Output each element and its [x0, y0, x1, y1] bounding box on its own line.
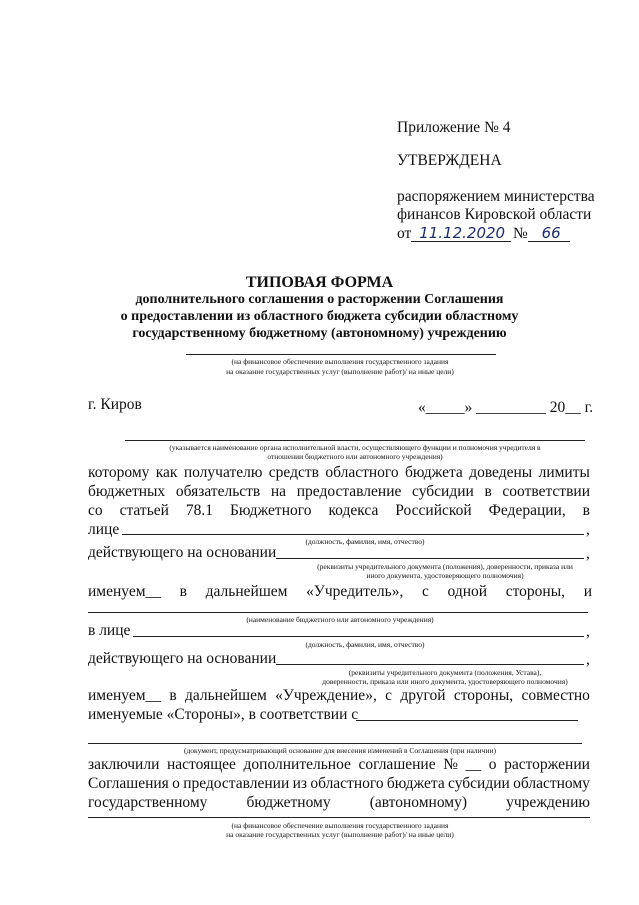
form-subtitle-3: государственному бюджетному (автономному) учреждению	[132, 326, 507, 341]
word: в	[179, 583, 187, 600]
word: стороны,	[453, 687, 514, 704]
word: учреждению	[506, 794, 590, 811]
word: именуем__	[88, 583, 162, 600]
word: средств	[268, 464, 319, 481]
word: __	[465, 756, 482, 773]
word: из	[292, 775, 307, 792]
approved-label: УТВЕРЖДЕНА	[397, 152, 502, 169]
order-number-handwritten: 66	[541, 224, 561, 242]
requisites-hint-2: иного документа, удостоверяющего полномочия)	[366, 571, 524, 580]
word: бюджета	[405, 464, 463, 481]
order-date-underline	[411, 241, 511, 242]
word: другой	[400, 687, 446, 704]
order-line-1: распоряжением министерства	[397, 188, 595, 205]
word: бюджетному	[246, 794, 331, 811]
word: Федерации,	[488, 502, 566, 519]
form-title: ТИПОВАЯ ФОРМА	[245, 274, 394, 291]
form-subtitle-1: дополнительного соглашения о расторжении Соглашения	[135, 292, 504, 307]
word: предоставлении	[183, 775, 290, 792]
purpose-hint-1: (на финансовое обеспечение выполнения государственного задания	[231, 357, 449, 366]
word: государственному	[88, 794, 208, 811]
word: расторжении	[504, 756, 590, 773]
acting-basis-2-line	[276, 664, 584, 665]
order-line-2: финансов Кировской области	[397, 206, 592, 223]
word: о	[488, 756, 497, 773]
word: лимиты	[538, 464, 590, 481]
word: субсидии	[448, 775, 510, 792]
purpose-bottom-hint-2: на оказание государственных услуг (выполнение работ)/ на иные цели)	[226, 830, 454, 839]
word: областному	[513, 775, 590, 792]
acting-basis-2-label: действующего на основании	[88, 650, 277, 667]
word: с	[422, 583, 429, 600]
organ-hint-1: (указывается наименование органа исполнительной власти, осуществляющего функции и полномочия учредителя в	[169, 443, 541, 452]
purpose-bottom-line	[88, 817, 590, 818]
word: Российской	[395, 502, 472, 519]
city-label: г. Киров	[88, 396, 142, 413]
basis-document-line-1	[356, 720, 578, 721]
order-number-underline	[528, 241, 570, 242]
in-person-label: лице	[88, 521, 120, 538]
organ-line	[125, 440, 585, 441]
purpose-hint-2: на оказание государственных услуг (выполнение работ)/ на иные цели)	[226, 367, 454, 376]
word: со	[88, 502, 103, 519]
form-subtitle-2: о предоставлении из областного бюджета субсидии областному	[120, 309, 519, 324]
comma-2: ,	[586, 545, 590, 562]
order-number-label: №	[512, 225, 528, 242]
person-line	[122, 534, 584, 535]
word: в	[484, 483, 492, 500]
parties-named-line: именуемые «Стороны», в соответствии с	[88, 706, 359, 723]
word: Бюджетного	[229, 502, 312, 519]
founder-named-line	[88, 582, 592, 601]
concluded-line-1	[88, 755, 590, 774]
word: «Учредитель»,	[306, 583, 404, 600]
word: которому	[88, 464, 150, 481]
word: областного	[310, 775, 384, 792]
institution-named-line	[88, 686, 590, 705]
para1-line3	[88, 501, 590, 520]
word: областного	[325, 464, 399, 481]
word: в	[582, 502, 590, 519]
institution-hint: (наименование бюджетного или автономного учреждения)	[246, 615, 434, 624]
word: совместно	[521, 687, 590, 704]
word: как	[155, 464, 178, 481]
position-2-hint: (должность, фамилия, имя, отчество)	[305, 640, 425, 649]
word: настоящее	[167, 756, 236, 773]
word: статьей	[119, 502, 169, 519]
word: доведены	[469, 464, 533, 481]
organ-hint-2: отношении бюджетного или автономного учреждения)	[267, 452, 443, 461]
comma-4: ,	[586, 651, 590, 668]
para1-line2	[88, 482, 590, 501]
institution-line	[88, 612, 588, 613]
appendix-label: Приложение № 4	[397, 119, 511, 136]
requisites-hint-1: (реквизиты учредительного документа (положения), доверенности, приказа или	[317, 562, 573, 571]
word: кодекса	[328, 502, 379, 519]
word: дальнейшем	[205, 583, 288, 600]
word: в	[169, 687, 177, 704]
order-date-handwritten: 11.12.2020	[419, 224, 506, 242]
word: соглашение	[358, 756, 436, 773]
concluded-line-3	[88, 793, 590, 812]
word: соответствии	[502, 483, 590, 500]
word: дальнейшем	[184, 687, 267, 704]
concluded-line-2	[88, 774, 590, 793]
word: о	[172, 775, 180, 792]
word: (автономному)	[369, 794, 468, 811]
word: обязательств	[175, 483, 261, 500]
word: бюджетных	[88, 483, 166, 500]
word: стороны,	[505, 583, 566, 600]
position-hint: (должность, фамилия, имя, отчество)	[305, 537, 425, 546]
word: №	[443, 756, 459, 773]
purpose-bottom-hint-1: (на финансовое обеспечение выполнения государственного задания	[231, 821, 449, 830]
word: «Учреждение»,	[275, 687, 377, 704]
word: и	[583, 583, 592, 600]
purpose-line	[186, 354, 496, 355]
person-2-line	[133, 636, 584, 637]
requisites-hint-4: доверенности, приказа или иного документа, удостоверяющего полномочия)	[322, 677, 568, 686]
acting-basis-label: действующего на основании	[88, 544, 277, 561]
basis-document-line-2	[88, 743, 582, 744]
word: получателю	[183, 464, 263, 481]
para1-line1	[88, 463, 590, 482]
requisites-hint-3: (реквизиты учредительного документа (положения, Устава),	[348, 668, 542, 677]
word: предоставление	[296, 483, 402, 500]
document-hint: (документ, предусматривающий основание для внесения изменений в Соглашения (при наличии)	[183, 746, 496, 755]
word: бюджета	[386, 775, 445, 792]
word: Соглашения	[88, 775, 169, 792]
word: на	[270, 483, 287, 500]
in-person-2-label: в лице	[88, 622, 131, 639]
word: субсидии	[412, 483, 474, 500]
comma-1: ,	[586, 521, 590, 538]
order-from-label: от	[397, 225, 412, 242]
comma-3: ,	[586, 623, 590, 640]
word: заключили	[88, 756, 160, 773]
word: дополнительное	[243, 756, 351, 773]
acting-basis-line	[276, 558, 584, 559]
word: 78.1	[185, 502, 214, 519]
word: одной	[447, 583, 488, 600]
word: с	[385, 687, 393, 704]
word: именуем__	[88, 687, 162, 704]
date-placeholder: «_____» _________ 20__ г.	[418, 399, 594, 416]
